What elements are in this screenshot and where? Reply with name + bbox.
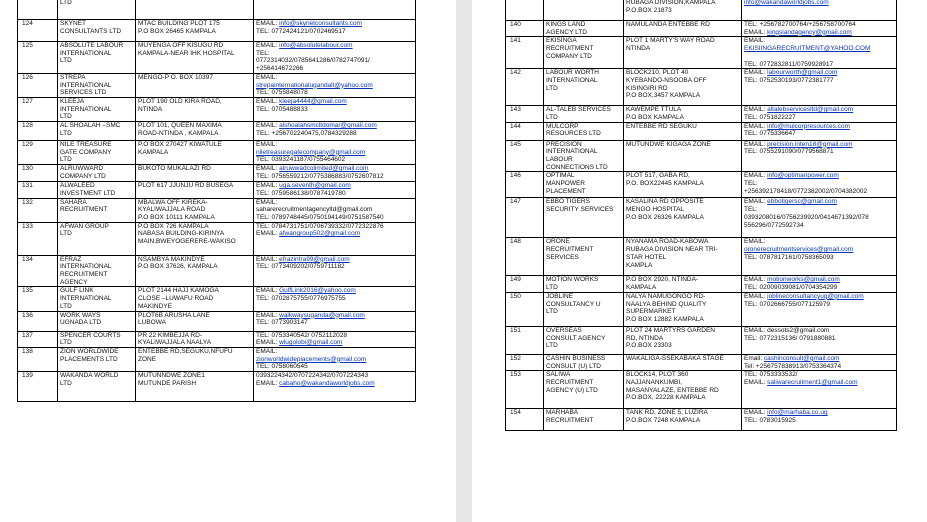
email-link[interactable]: info@wakandaworldjobs.com [744, 0, 829, 6]
agency-address-cell: BUKOTO MUKALAZI RD [136, 165, 254, 182]
contact-phone-text: TEL: 0773409202/0759711182 [256, 263, 345, 271]
agency-name-cell: AL SHOALAH –SMC LTD [58, 122, 136, 141]
email-link[interactable]: joblineconsultancyug@gmail.com [767, 292, 864, 300]
document-page-right [472, 0, 927, 522]
email-link[interactable]: zionworldwideplacements@gmail.com [256, 355, 367, 363]
agency-contact-cell [742, 354, 897, 370]
agency-address-cell: MTAC BUILDING PLOT 175 P.O BOX 26465 KAMPALA [136, 20, 254, 42]
contact-text: 0393224342/0707224342/0707224343 EMAIL: [256, 372, 369, 387]
table-row [18, 165, 416, 182]
agency-name-cell: MARHABA RECRUITMENT [544, 409, 624, 431]
contact-text: TEL: 0753333532/ EMAIL: [744, 371, 798, 386]
agency-address-cell: RUBAGA DIVISION,KAMPALA P.O.BOX 21873 [624, 0, 742, 21]
contact-phone-text: TEL: 0772832811/0759928917 [744, 60, 834, 68]
contact-text: EMAIL: [744, 106, 768, 114]
table-row [18, 222, 416, 255]
agency-address-cell: WAKALIGA-SSEKABAKA STAGE [624, 354, 742, 370]
agency-name-cell: WORK WAYS UGNADA LTD [58, 311, 136, 331]
agency-contact-cell [742, 371, 897, 409]
agency-address-cell [136, 0, 254, 20]
agency-address-cell: BLOCK210, PLOT 40 KYEBANDO-NSOOBA OFF KISINGIRI RD P.O BOX,3457 KAMPALA [624, 69, 742, 106]
email-link[interactable]: alshoalahsmcltdomar@gmail.com [279, 122, 377, 130]
email-link[interactable]: strepainternationalugandalt@yahoo.com [256, 81, 373, 89]
contact-phone-text: Tel: +256757838913/0753364374 [744, 362, 842, 370]
table-row [18, 141, 416, 165]
row-number-cell: 130 [18, 165, 58, 182]
email-link[interactable]: kingslandagency@gmail.com [767, 28, 852, 36]
agency-name-cell: MULCORP RESOURCES LTD [544, 122, 624, 140]
agency-address-cell: NSAMBYA MAKINDYE P.O BOX 37626, KAMPALA [136, 255, 254, 287]
row-number-cell: 131 [18, 182, 58, 198]
agency-name-cell: SAHARA RECRUITMENT [58, 198, 136, 222]
agency-contact-cell [254, 311, 416, 331]
agency-name-cell: OVERSEAS CONSULT AGENCY LTD [544, 326, 624, 354]
email-link[interactable]: kleeja4444@gmail.com [279, 97, 347, 105]
agency-contact-cell [254, 165, 416, 182]
contact-text: EMAIL: [256, 20, 280, 27]
agency-name-cell: MOTION WORKS LTD [544, 276, 624, 292]
table-row [506, 37, 897, 69]
email-link[interactable]: uga.seventh@gmail.com [279, 182, 351, 190]
agency-address-cell: PLOT 2144 HAJJ KAMOGA CLOSE –LUWAFU ROAD MAKINDYE [136, 287, 254, 311]
agency-address-cell: PLOT 190 OLD KIRA ROAD, NTINDA [136, 97, 254, 121]
contact-text: EMAIL: saharerecruitmentagencyltd@gmail.com TEL: 0789748445/0750194149/0751587540 [256, 198, 384, 221]
agency-contact-cell [254, 182, 416, 198]
agency-address-cell: P.O BOX 726 KAMPALA NABASA BUILDING-KIRINYA MAIN,BWEYOGERERE-WAKISO [136, 222, 254, 255]
email-link[interactable]: EKISIINGARECRUITMENT@YAHOO.COM [744, 45, 871, 53]
contact-phone-text: TEL: 0702875755/0776975755 [256, 295, 346, 303]
table-row [18, 182, 416, 198]
email-link[interactable]: saliwarecruitment1@gmail.com [767, 378, 858, 386]
agency-contact-cell [742, 292, 897, 326]
agency-contact-cell [254, 0, 416, 20]
email-link[interactable]: precision.inten18@gmail.com [767, 140, 853, 148]
contact-text: EMAIL: [744, 292, 768, 300]
agency-name-cell: SKYNET CONSULTANTS LTD [58, 20, 136, 42]
row-number-cell: 153 [506, 371, 544, 409]
agency-contact-cell [254, 255, 416, 287]
email-link[interactable]: efrazintra99@gmail.com [279, 255, 350, 263]
email-link[interactable]: wlugolobi@gmail.com [279, 339, 343, 347]
row-number-cell [18, 0, 58, 20]
contact-text: EMAIL: [744, 198, 768, 206]
row-number-cell: 137 [18, 331, 58, 347]
document-page-left [0, 0, 456, 522]
contact-text: EMAIL: [744, 276, 768, 284]
agency-contact-cell [742, 172, 897, 198]
row-number-cell: 149 [506, 276, 544, 292]
contact-text: EMAIL: [256, 141, 278, 149]
contact-text: EMAIL: [256, 42, 280, 49]
contact-text: EMAIL: [256, 165, 280, 173]
contact-text: EMAIL: [744, 172, 768, 180]
contact-phone-text: TEL: 0752530193/0772381777 [744, 76, 834, 84]
table-row [506, 0, 897, 21]
agency-name-cell: EFRAZ INTERNATIONAL RECRUITMENT AGENCY [58, 255, 136, 287]
agency-name-cell: EBBO TIGERS SECURITY SERVICES [544, 198, 624, 238]
contact-phone-text: TEL: 0393208016/0756239920/0414671392/078 556296/0772592734 [744, 206, 869, 229]
contact-phone-text: TEL: +256702240475,0784329288 [256, 129, 357, 137]
contact-phone-text: TEL: 0705488833 [256, 105, 308, 113]
row-number-cell: 146 [506, 172, 544, 198]
agency-table-right [505, 0, 897, 431]
agency-name-cell: AFWAN GROUP LTD [58, 222, 136, 255]
agency-name-cell: CASHIN BUSINESS CONSULT (U) LTD [544, 354, 624, 370]
contact-phone-text: TEL: 0751822227 [744, 113, 796, 121]
table-row [506, 276, 897, 292]
agency-address-cell: PR 22 KIMBEJJA RD- KYALIWAJJALA NAALYA [136, 331, 254, 347]
table-row [506, 106, 897, 122]
contact-text: EMAIL: [744, 409, 768, 417]
row-number-cell: 128 [18, 122, 58, 141]
row-number-cell: 126 [18, 73, 58, 97]
agency-name-cell: KINGS LAND AGENCY LTD [544, 21, 624, 37]
table-row [18, 347, 416, 371]
contact-text: EMAIL: [744, 140, 768, 148]
contact-text: EMAIL: [256, 347, 278, 355]
row-number-cell: 125 [18, 42, 58, 74]
contact-text: EMAIL: [256, 311, 280, 319]
table-row [18, 97, 416, 121]
agency-contact-cell [254, 287, 416, 311]
email-link[interactable]: info@marhaba.co.ug [767, 409, 828, 417]
table-row [18, 20, 416, 42]
table-row [506, 172, 897, 198]
contact-phone-text: TEL: 0772314032/0785641286/0782747091/ +256414672266 [256, 49, 370, 73]
agency-name-cell: STREPA INTERNATIONAL SERVICES LTD [58, 73, 136, 97]
contact-phone-text: TEL: +256392178418/0772382002/0704382002 [744, 180, 868, 195]
contact-text: EMAIL: [744, 69, 768, 77]
email-link[interactable]: motionworks@gmail.com [767, 276, 840, 284]
agency-contact-cell [742, 140, 897, 172]
row-number-cell: 134 [18, 255, 58, 287]
row-number-cell: 141 [506, 37, 544, 69]
table-row [506, 326, 897, 354]
contact-phone-text: TEL: 0772424121/0702469517 [256, 27, 346, 35]
row-number-cell: 124 [18, 20, 58, 42]
agency-table-left [17, 0, 416, 402]
agency-contact-cell [254, 42, 416, 74]
agency-name-cell: PRECISION INTERNATIONAL LABOUR CONNECTIONS LTD [544, 140, 624, 172]
agency-contact-cell [254, 73, 416, 97]
agency-address-cell: TANK RD, ZONE 5, LUZIRA P.O.BOX 7248 KAMPALA [624, 409, 742, 431]
table-row [18, 198, 416, 222]
agency-address-cell: PLOT 101, QUEEN MAXIMA ROAD-NTINDA , KAMPALA [136, 122, 254, 141]
email-link[interactable]: info@skynetconsultants.com [279, 20, 362, 27]
contact-phone-text: TEL: 0773903147 [256, 319, 308, 327]
agency-address-cell: P.O BOX 270427 KIWATULE KAMPALA [136, 141, 254, 165]
email-link[interactable]: walkwaysuganda@gmail.com [279, 311, 365, 319]
row-number-cell: 129 [18, 141, 58, 165]
agency-name-cell: NILE TREASURE GATE COMPANY LTD [58, 141, 136, 165]
agency-address-cell: MUYENGA OFF KISUGU RD KAMPALA-NEAR IHK HOSPITAL [136, 42, 254, 74]
agency-address-cell: P.O BOX 2920, NTINDA- KAMPALA [624, 276, 742, 292]
agency-name-cell: ABSOLUTE LABOUR INTERNATIONAL LTD [58, 42, 136, 74]
contact-text: EMAIL: [256, 73, 278, 81]
agency-address-cell: NALYA NAMUGONGO RD- NAALYA BEHIND QUALITY SUPERMARKET P.O BOX 12882 KAMPALA [624, 292, 742, 326]
table-row [18, 287, 416, 311]
agency-contact-cell [254, 331, 416, 347]
contact-text: EMAIL: [256, 255, 280, 263]
email-link[interactable]: info@optimanpower.com [767, 172, 839, 180]
contact-phone-text: TEL: 0775336647 [744, 130, 796, 138]
row-number-cell: 133 [18, 222, 58, 255]
agency-name-cell: JOBLINE CONSULTANCY U LTD [544, 292, 624, 326]
contact-text: TEL: +256782700764/+256758700764 EMAIL: [744, 21, 856, 36]
row-number-cell: 147 [506, 198, 544, 238]
contact-phone-text: TEL: 0756559212/0775386883/0752607812 [256, 172, 384, 180]
agency-name-cell: LABOUR WORTH INTERNATIONAL LTD [544, 69, 624, 106]
agency-address-cell: KASALINA RD OPPOSITE MENGO HOSPITAL P.O BOX 26326 KAMPALA [624, 198, 742, 238]
agency-name-cell: ALWALEED INVESTMENT LTD [58, 182, 136, 198]
agency-name-cell: SPENCER COURTS LTD [58, 331, 136, 347]
table-row [506, 69, 897, 106]
agency-name-cell [544, 0, 624, 21]
agency-address-cell: MUTUNNDWE ZONE1 MUTUNDE PARISH [136, 372, 254, 402]
contact-text: EMAIL: [744, 122, 768, 130]
contact-phone-text: TEL: 0393241187/0755464602 [256, 156, 346, 164]
row-number-cell: 148 [506, 238, 544, 276]
agency-name-cell: OPTIMAL MANPOWER PLACEMENT [544, 172, 624, 198]
row-number-cell: 135 [18, 287, 58, 311]
table-row [506, 292, 897, 326]
email-link[interactable]: altalebservicesltd@gmail.com [767, 106, 854, 114]
row-number-cell: 143 [506, 106, 544, 122]
agency-contact-cell [742, 106, 897, 122]
table-row [506, 371, 897, 409]
agency-name-cell: ALRUWWARD COMPANY LTD [58, 165, 136, 182]
contact-phone-text: TEL: 0783015925 [744, 416, 796, 424]
page-gutter [456, 0, 472, 522]
agency-address-cell: NYANAMA ROAD-KABOWA RUBAGA DIVISION NEAR TRI- STAR HOTEL KAMPLA [624, 238, 742, 276]
agency-name-cell: ZION WORLDWIDE PLACEMENTS LTD [58, 347, 136, 371]
agency-name-cell: AL-TALEB SERVICES LTD [544, 106, 624, 122]
agency-contact-cell [254, 122, 416, 141]
row-number-cell: 150 [506, 292, 544, 326]
email-link[interactable]: niletreasuregatecompany@gmail.com [256, 148, 366, 156]
row-number-cell: 145 [506, 140, 544, 172]
row-number-cell: 138 [18, 347, 58, 371]
contact-text: EMAIL: [256, 97, 280, 105]
agency-address-cell: KAWEMPE TTULA P.O BOX KAMPALA [624, 106, 742, 122]
table-row [506, 238, 897, 276]
contact-phone-text: TEL: 0758060545 [256, 363, 308, 371]
agency-address-cell: PLOT 24 MARTYRS GARDEN RD, NTINDA P.O.BOX 23303 [624, 326, 742, 354]
agency-name-cell: GULF LINK INTERNATIONAL LTD [58, 287, 136, 311]
agency-address-cell: PLOT 617 JJUNJU RD BUSEGA [136, 182, 254, 198]
agency-address-cell: MUTUNDWE KIGAGA ZONE [624, 140, 742, 172]
table-row [506, 140, 897, 172]
table-row [506, 354, 897, 370]
table-row [18, 372, 416, 402]
email-link[interactable]: info@absolutelabour.com [279, 42, 353, 49]
contact-phone-text: TEL: 0787817161/0758365093 [744, 253, 834, 261]
agency-contact-cell [742, 21, 897, 37]
agency-address-cell: PLOT 1 MARTY'S WAY ROAD NTINDA [624, 37, 742, 69]
agency-contact-cell [742, 409, 897, 431]
row-number-cell: 152 [506, 354, 544, 370]
contact-text: EMAIL: [256, 287, 280, 295]
contact-text: EMAIL: [256, 182, 280, 190]
row-number-cell: 127 [18, 97, 58, 121]
agency-contact-cell [254, 372, 416, 402]
agency-address-cell: ENTEBBE RD,SEGUKU,NFUFU ZONE [136, 347, 254, 371]
contact-phone-text: TEL: 0759586138/0787419780 [256, 189, 346, 197]
agency-name-cell: WAKANDA WORLD LTD [58, 372, 136, 402]
agency-name-cell: ORONE RECRUITMENT SERVICES [544, 238, 624, 276]
row-number-cell: 140 [506, 21, 544, 37]
row-number-cell: 142 [506, 69, 544, 106]
contact-phone-text: TEL: 0702666755/077125979 [744, 300, 831, 308]
table-row [18, 311, 416, 331]
contact-text: TEL: 0753340542/ 0752112028 EMAIL: [256, 331, 347, 347]
agency-contact-cell [742, 238, 897, 276]
table-row [18, 0, 416, 20]
row-number-cell: 132 [18, 198, 58, 222]
contact-text: EMAIL: dessots2@gmail.com TEL: 0772315136/ 0791880881 [744, 326, 836, 342]
agency-name-cell: EKISINGA RECRUITMENT COMPANY LTD [544, 37, 624, 69]
agency-contact-cell [742, 69, 897, 106]
email-link[interactable]: cabaho@wakandaworldjobs.com [279, 379, 375, 387]
email-link[interactable]: info@mulcorpresources.com [767, 122, 850, 130]
contact-text: EMAIL: [744, 37, 766, 45]
agency-address-cell: BLOCK14, PLOT 360 NAJJANANKUMBI, MASANYALAZE, ENTEBBE RD P.O.BOX, 22228 KAMPALA [624, 371, 742, 409]
table-row [506, 198, 897, 238]
agency-name-cell: KLEEJA INTERNATIONAL LTD [58, 97, 136, 121]
contact-phone-text: TEL: 0755291090/0779568871 [744, 148, 834, 156]
table-row [506, 21, 897, 37]
table-row [506, 409, 897, 431]
agency-address-cell: PLOT 517, GABA RD, P.O. BOX22445 KAMPALA [624, 172, 742, 198]
row-number-cell [506, 0, 544, 21]
table-row [506, 122, 897, 140]
agency-name-cell: LTD [58, 0, 136, 20]
email-link[interactable]: cashinconsult@gmail.com [763, 354, 840, 362]
agency-address-cell: PLOT6B ARUSHA LANE LUBOWA [136, 311, 254, 331]
email-link[interactable]: alruwwadcolimited@gmail.com [279, 165, 369, 173]
agency-address-cell: NAMULANDA ENTEBBE RD [624, 21, 742, 37]
agency-address-cell: MBALWA OFF KIREKA- KYALIWAJJALA ROAD P.O BOX 10111 KAMPALA [136, 198, 254, 222]
agency-contact-cell [742, 37, 897, 69]
agency-contact-cell [254, 97, 416, 121]
contact-text: EMAIL: [744, 238, 766, 246]
agency-address-cell: ENTEBBE RD SEGUKU [624, 122, 742, 140]
row-number-cell: 154 [506, 409, 544, 431]
agency-contact-cell [254, 141, 416, 165]
agency-contact-cell [742, 122, 897, 140]
row-number-cell: 144 [506, 122, 544, 140]
table-row [18, 255, 416, 287]
agency-contact-cell [254, 347, 416, 371]
row-number-cell: 151 [506, 326, 544, 354]
agency-contact-cell [254, 222, 416, 255]
agency-name-cell: SALIWA RECRUITMENT AGENCY (U) LTD [544, 371, 624, 409]
email-link[interactable]: labourworth@gmail.com [767, 69, 838, 77]
contact-phone-text: TEL: 02009039081/0704354299 [744, 284, 838, 292]
agency-contact-cell [254, 20, 416, 42]
contact-text: Email: [744, 354, 764, 362]
row-number-cell: 139 [18, 372, 58, 402]
agency-contact-cell [742, 276, 897, 292]
table-row [18, 73, 416, 97]
contact-phone-text: TEL: 0755848078 [256, 89, 308, 97]
agency-contact-cell [742, 0, 897, 21]
agency-contact-cell [254, 198, 416, 222]
agency-contact-cell [742, 198, 897, 238]
table-row [18, 122, 416, 141]
agency-address-cell: MENGO-P O. BOX 10397 [136, 73, 254, 97]
row-number-cell: 136 [18, 311, 58, 331]
email-link[interactable]: afwangroup502@gmail.com [279, 230, 361, 238]
agency-contact-cell [742, 326, 897, 354]
contact-text: EMAIL: [256, 122, 280, 130]
contact-text: TEL: 0784731751/0706739332/0772322876 EMAIL: [256, 222, 384, 238]
table-row [18, 331, 416, 347]
email-link[interactable]: ebbotigersc@gmail.com [767, 198, 837, 206]
email-link[interactable]: GulfLink2016@yahoo.com [279, 287, 356, 295]
email-link[interactable]: oronerecruitmentservices@gmail.com [744, 246, 854, 254]
table-row [18, 42, 416, 74]
